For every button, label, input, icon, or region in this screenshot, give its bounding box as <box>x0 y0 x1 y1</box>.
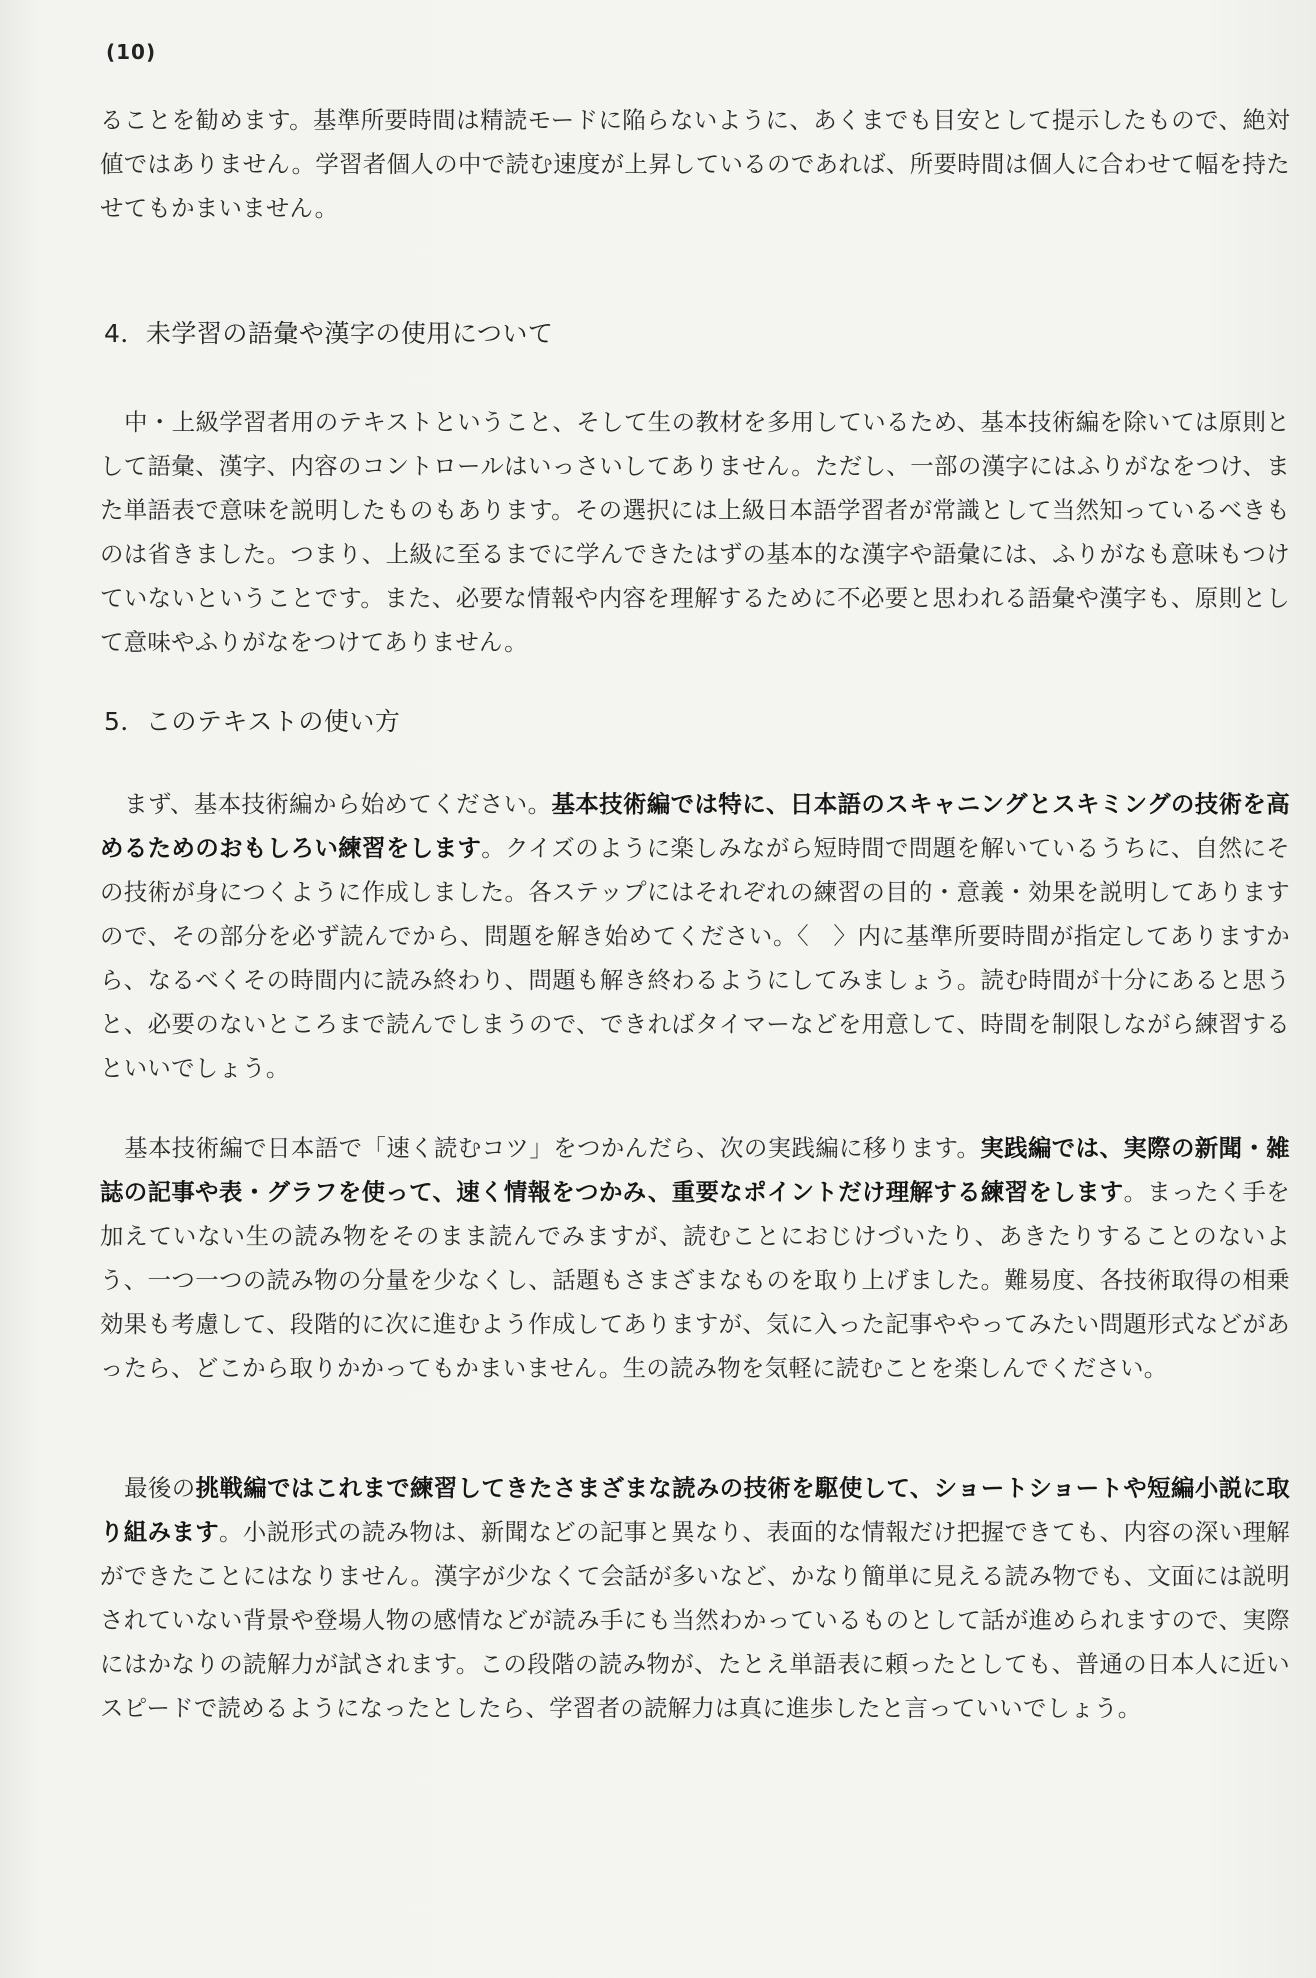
p3-text-a: 最後の <box>124 1474 196 1502</box>
intro-paragraph: ることを勧めます。基準所要時間は精読モードに陥らないように、あくまでも目安として提示したもので、絶対値ではありません。学習者個人の中で読む速度が上昇しているのであれば、所要時間は個人に合わせて幅を持たせてもかまいません。 <box>100 106 1290 222</box>
p1-text-b: 。クイズのように楽しみながら短時間で問題を解いているうちに、自然にその技術が身につくように作成しました。各ステップにはそれぞれの練習の目的・意義・効果を説明してありますので、その部分を必ず読んでから、問題を解き始めてください。〈 〉内に基準所要時間が指定してありますから、なるべくその時間内に読み終わり、問題も解き終わるようにしてみましょう。読む時間が十分にあると思うと、必要のないところまで読んでしまうので、できればタイマーなどを用意して、時間を制限しながら練習するといいでしょう。 <box>100 834 1290 1082</box>
section-4-heading: 4．未学習の語彙や漢字の使用について <box>104 319 554 348</box>
p3-text-b: 。小説形式の読み物は、新聞などの記事と異なり、表面的な情報だけ把握できても、内容の深い理解ができたことにはなりません。漢字が少なくて会話が多いなど、かなり簡単に見える読み物でも、文面には説明されていない背景や登場人物の感情などが読み手にも当然わかっているものとして話が進められますので、実際にはかなりの読解力が試されます。この段階の読み物が、たとえ単語表に頼ったとしても、普通の日本人に近いスピードで読めるようになったとしたら、学習者の読解力は真に進歩したと言っていいでしょう。 <box>100 1518 1290 1722</box>
section-5-paragraph-2 <box>100 1126 1290 1390</box>
p1-text-a: まず、基本技術編から始めてください。 <box>124 790 552 818</box>
p3-bold-text: 挑戦編ではこれまで練習してきたさまざまな読みの技術を駆使して、ショートショートや短編小説に取り組みます <box>100 1474 1290 1546</box>
section-5-paragraph-3 <box>100 1466 1290 1730</box>
p2-text-a: 基本技術編で日本語で「速く読むコツ」をつかんだら、次の実践編に移ります。 <box>124 1134 981 1162</box>
page-number: (10) <box>106 40 157 64</box>
p2-text-b: 。まったく手を加えていない生の読み物をそのまま読んでみますが、読むことにおじけづいたり、あきたりすることのないよう、一つ一つの読み物の分量を少なくし、話題もさまざまなものを取り上げました。難易度、各技術取得の相乗効果も考慮して、段階的に次に進むよう作成してありますが、気に入った記事ややってみたい問題形式などがあったら、どこから取りかかってもかまいません。生の読み物を気軽に読むことを楽しんでください。 <box>100 1178 1290 1382</box>
section-5-heading: 5．このテキストの使い方 <box>104 707 401 736</box>
intro-paragraph-block <box>100 98 1290 230</box>
section-4-paragraph <box>100 400 1290 664</box>
section-5-paragraph-2-block <box>100 1126 1290 1390</box>
p2-bold-text: 実践編では、実際の新聞・雑誌の記事や表・グラフを使って、速く情報をつかみ、重要なポイントだけ理解する練習をします <box>100 1134 1290 1206</box>
p1-bold-text: 基本技術編では特に、日本語のスキャニングとスキミングの技術を高めるためのおもしろい練習をします <box>100 790 1290 862</box>
section-5-paragraph-3-block <box>100 1466 1290 1730</box>
section-4-paragraph-block <box>100 400 1290 664</box>
section-5-paragraph-1-block <box>100 782 1290 1090</box>
section-5-paragraph-1 <box>100 782 1290 1090</box>
section-4-text: 中・上級学習者用のテキストということ、そして生の教材を多用しているため、基本技術編を除いては原則として語彙、漢字、内容のコントロールはいっさいしてありません。ただし、一部の漢字にはふりがなをつけ、また単語表で意味を説明したものもあります。その選択には上級日本語学習者が常識として当然知っているべきものは省きました。つまり、上級に至るまでに学んできたはずの基本的な漢字や語彙には、ふりがなも意味もつけていないということです。また、必要な情報や内容を理解するために不必要と思われる語彙や漢字も、原則として意味やふりがなをつけてありません。 <box>100 408 1290 656</box>
